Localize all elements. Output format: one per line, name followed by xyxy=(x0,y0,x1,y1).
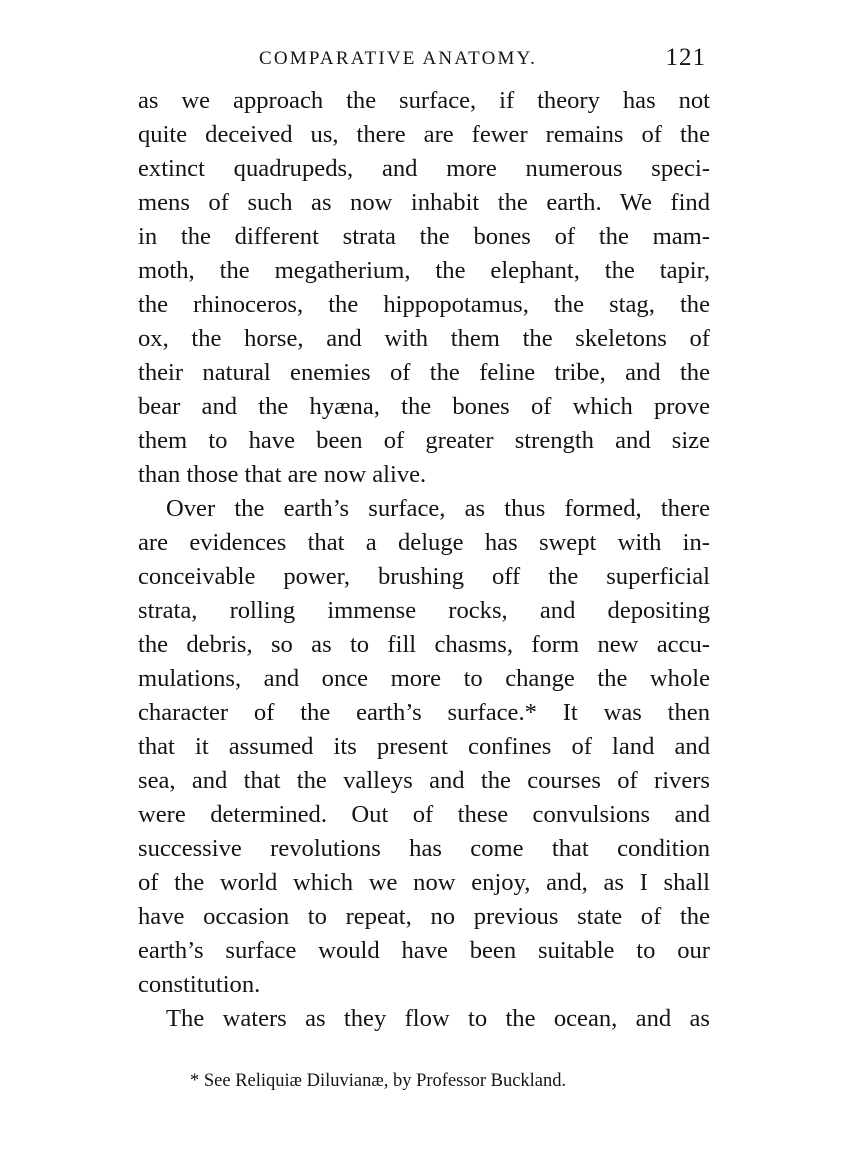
paragraph-end-line: constitution. xyxy=(138,971,261,998)
text-line: are evidences that a deluge has swept with in- xyxy=(138,529,710,556)
text-line: extinct quadrupeds, and more numerous speci- xyxy=(138,155,710,182)
page-number: 121 xyxy=(665,44,706,71)
paragraph-start-line: Over the earth’s surface, as thus formed, there xyxy=(166,495,710,522)
text-line: successive revolutions has come that condition xyxy=(138,835,710,862)
text-line: moth, the megatherium, the elephant, the tapir, xyxy=(138,257,710,284)
text-line: strata, rolling immense rocks, and depositing xyxy=(138,597,710,624)
text-line: the rhinoceros, the hippopotamus, the stag, the xyxy=(138,291,710,318)
text-line: of the world which we now enjoy, and, as I shall xyxy=(138,869,710,896)
text-line: bear and the hyæna, the bones of which prove xyxy=(138,393,710,420)
text-line: as we approach the surface, if theory has not xyxy=(138,87,710,114)
text-line: mulations, and once more to change the whole xyxy=(138,665,710,692)
text-line: conceivable power, brushing off the superficial xyxy=(138,563,710,590)
text-line: character of the earth’s surface.* It was then xyxy=(138,699,710,726)
text-line: them to have been of greater strength and size xyxy=(138,427,710,454)
text-line: their natural enemies of the feline tribe, and the xyxy=(138,359,710,386)
text-line: have occasion to repeat, no previous state of the xyxy=(138,903,710,930)
text-line: that it assumed its present confines of land and xyxy=(138,733,710,760)
paragraph-start-line: The waters as they flow to the ocean, and as xyxy=(166,1005,710,1032)
text-line: were determined. Out of these convulsions and xyxy=(138,801,710,828)
paragraph-end-line: than those that are now alive. xyxy=(138,461,427,488)
text-line: quite deceived us, there are fewer remains of the xyxy=(138,121,710,148)
running-title: COMPARATIVE ANATOMY. xyxy=(259,48,538,69)
running-head xyxy=(138,44,710,78)
footnote: * See Reliquiæ Diluvianæ, by Professor Buckland. xyxy=(190,1071,567,1091)
text-line: the debris, so as to fill chasms, form new accu- xyxy=(138,631,710,658)
text-line: earth’s surface would have been suitable to our xyxy=(138,937,710,964)
body-text xyxy=(138,84,710,1036)
text-line: in the different strata the bones of the mam- xyxy=(138,223,710,250)
text-line: sea, and that the valleys and the courses of rivers xyxy=(138,767,710,794)
text-line: mens of such as now inhabit the earth. We find xyxy=(138,189,710,216)
text-line: ox, the horse, and with them the skeletons of xyxy=(138,325,710,352)
